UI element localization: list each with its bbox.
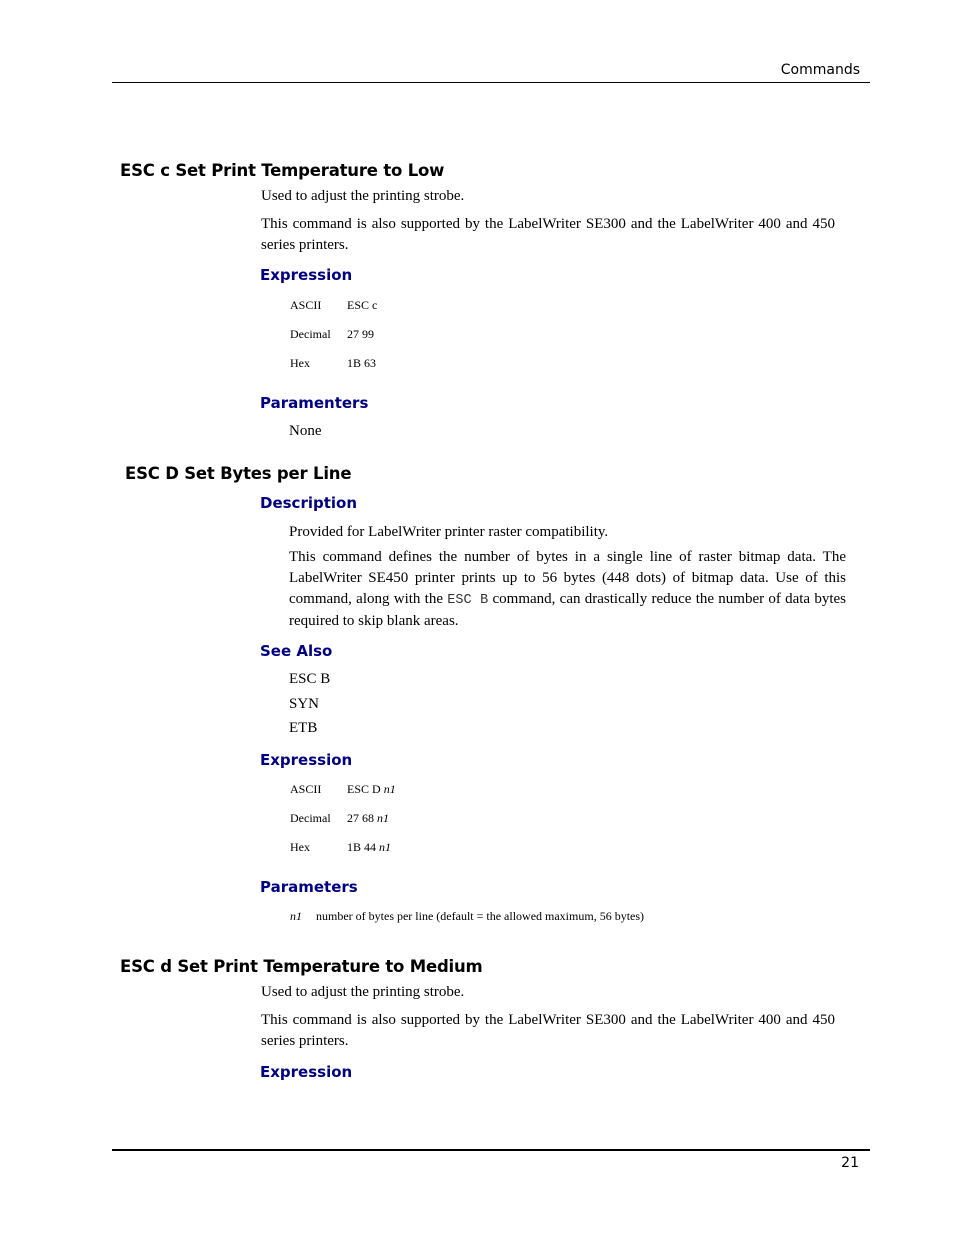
expression-value-decimal: 27 99 bbox=[347, 327, 374, 341]
expression-label-decimal: Decimal bbox=[290, 327, 331, 341]
expression-variable: n1 bbox=[383, 782, 396, 796]
parameter-name: n1 bbox=[290, 909, 302, 923]
see-also-item: ESC B bbox=[289, 671, 331, 687]
expression-heading: Expression bbox=[260, 1063, 353, 1081]
expression-value-hex bbox=[347, 840, 391, 855]
see-also-heading: See Also bbox=[260, 642, 333, 660]
expression-heading: Expression bbox=[260, 751, 353, 769]
support-note: This command is also supported by the LabelWriter SE300 and the LabelWriter 400 and 450 series printers. bbox=[261, 1012, 835, 1049]
running-head: Commands bbox=[780, 62, 860, 78]
section-title-esc-d-medium: ESC d Set Print Temperature to Medium bbox=[120, 957, 483, 976]
section-intro: Used to adjust the printing strobe. bbox=[261, 984, 465, 1000]
expression-label-decimal: Decimal bbox=[290, 811, 331, 825]
expression-label-hex: Hex bbox=[290, 356, 310, 370]
description-text-2-part2: command, can drastically reduce the number of data bytes required to skip blank areas. bbox=[289, 591, 847, 629]
support-note: This command is also supported by the LabelWriter SE300 and the LabelWriter 400 and 450 series printers. bbox=[261, 216, 835, 253]
section-title-esc-c: ESC c Set Print Temperature to Low bbox=[120, 161, 445, 180]
expression-variable: n1 bbox=[379, 840, 392, 854]
section-title-esc-d: ESC D Set Bytes per Line bbox=[125, 464, 352, 483]
footer-rule bbox=[112, 1149, 870, 1151]
expression-heading: Expression bbox=[260, 266, 353, 284]
expression-value-text: 27 68 bbox=[347, 811, 377, 825]
section-intro: Used to adjust the printing strobe. bbox=[261, 188, 465, 204]
description-heading: Description bbox=[260, 494, 358, 512]
expression-value-ascii bbox=[347, 782, 396, 797]
expression-label-hex: Hex bbox=[290, 840, 310, 854]
expression-value-text: 1B 44 bbox=[347, 840, 380, 854]
expression-value-text: ESC D bbox=[347, 782, 384, 796]
see-also-item: ETB bbox=[289, 720, 318, 736]
expression-variable: n1 bbox=[377, 811, 389, 825]
parameter-description: number of bytes per line (default = the allowed maximum, 56 bytes) bbox=[316, 909, 645, 923]
description-text-2 bbox=[289, 547, 846, 632]
header-rule bbox=[112, 82, 870, 83]
expression-label-ascii: ASCII bbox=[290, 782, 322, 796]
parameters-heading: Parameters bbox=[260, 878, 358, 896]
description-text-2-part1: This command defines the number of bytes in a single line of raster bitmap data. The LabelWriter SE450 printer prints up to 56 bytes (448 dots) of bitmap data. Use of this command, along with the bbox=[289, 549, 846, 607]
expression-value-hex: 1B 63 bbox=[347, 356, 377, 370]
parameters-heading: Paramenters bbox=[260, 394, 369, 412]
parameter-row bbox=[290, 909, 644, 924]
expression-value-ascii: ESC c bbox=[347, 298, 378, 312]
expression-label-ascii: ASCII bbox=[290, 298, 322, 312]
page-number: 21 bbox=[841, 1155, 859, 1171]
parameters-value: None bbox=[289, 423, 322, 439]
description-text-1: Provided for LabelWriter printer raster compatibility. bbox=[289, 524, 609, 540]
expression-value-decimal bbox=[347, 811, 389, 826]
see-also-item: SYN bbox=[289, 696, 320, 712]
inline-code-esc-b: ESC B bbox=[447, 593, 489, 608]
